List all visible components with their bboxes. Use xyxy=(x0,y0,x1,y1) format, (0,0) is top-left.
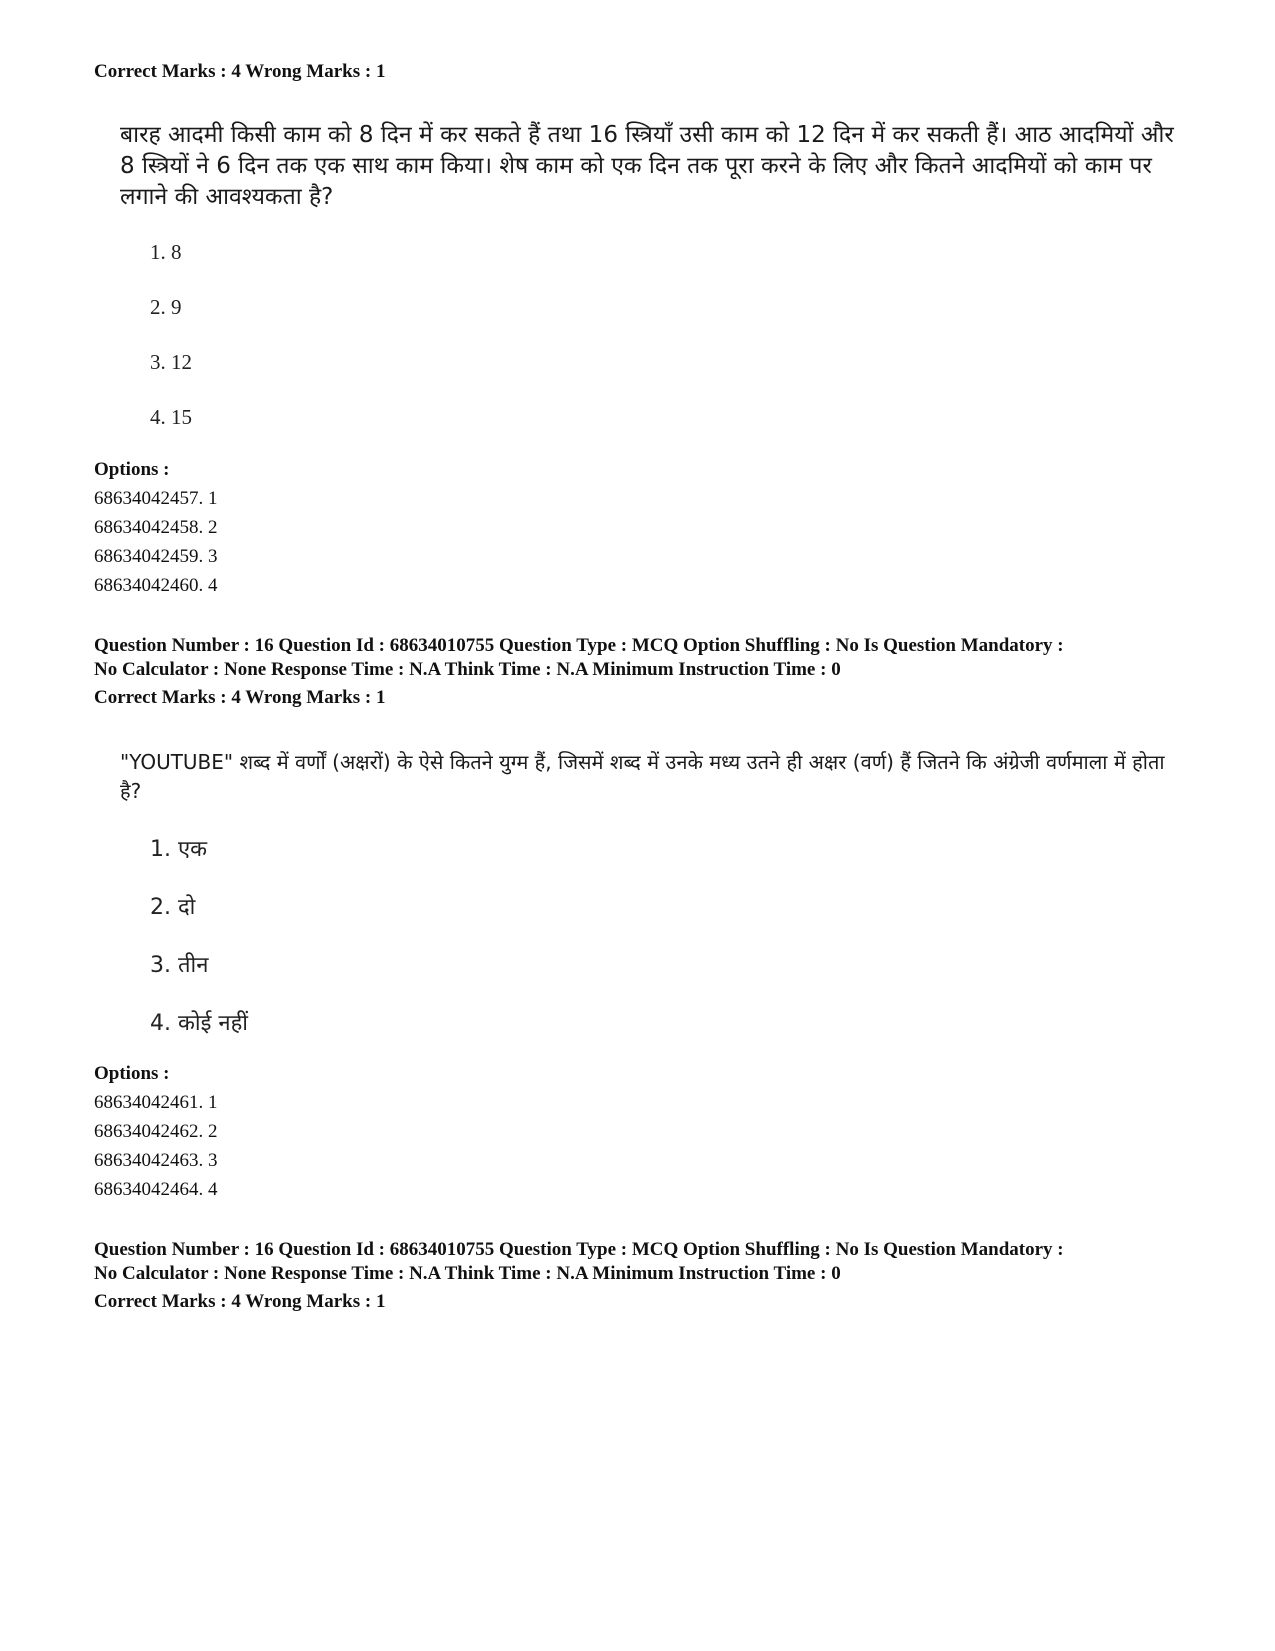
options-heading: Options : xyxy=(94,1063,170,1084)
option-id: 68634042463. 3 xyxy=(94,1150,218,1171)
option-id: 68634042460. 4 xyxy=(94,575,218,596)
question-header-line1: Question Number : 16 Question Id : 68634010755 Question Type : MCQ Option Shuffling : No Is Question Mandatory : xyxy=(94,1239,1064,1260)
answer-choice: 3. तीन xyxy=(150,953,209,978)
options-heading: Options : xyxy=(94,459,170,480)
option-id: 68634042461. 1 xyxy=(94,1092,218,1113)
answer-choice: 1. एक xyxy=(150,837,208,862)
option-id: 68634042457. 1 xyxy=(94,488,218,509)
question-text: बारह आदमी किसी काम को 8 दिन में कर सकते हैं तथा 16 स्त्रियाँ उसी काम को 12 दिन में कर सकती हैं। आठ आदमियों और 8 स्त्रियों ने 6 दिन तक एक साथ काम किया। शेष काम को एक दिन तक पूरा करने के लिए और कितने आदमियों को काम पर लगाने की आवश्यकता है? xyxy=(120,122,1174,210)
answer-choice: 3. 12 xyxy=(150,350,192,374)
option-id: 68634042458. 2 xyxy=(94,517,218,538)
answer-choice: 4. 15 xyxy=(150,405,192,429)
answer-choice: 4. कोई नहीं xyxy=(150,1011,248,1036)
answer-choice: 2. 9 xyxy=(150,295,182,319)
marks-line: Correct Marks : 4 Wrong Marks : 1 xyxy=(94,61,386,82)
option-id: 68634042459. 3 xyxy=(94,546,218,567)
marks-line: Correct Marks : 4 Wrong Marks : 1 xyxy=(94,1291,386,1312)
question-text: "YOUTUBE" शब्द में वर्णों (अक्षरों) के ऐसे कितने युग्म हैं, जिसमें शब्द में उनके मध्य उतने ही अक्षर (वर्ण) हैं जितने कि अंग्रेजी वर्णमाला में होता है? xyxy=(120,750,1165,803)
option-id: 68634042464. 4 xyxy=(94,1179,218,1200)
question-header-line2: No Calculator : None Response Time : N.A Think Time : N.A Minimum Instruction Time : 0 xyxy=(94,659,841,680)
question-header-line1: Question Number : 16 Question Id : 68634010755 Question Type : MCQ Option Shuffling : No Is Question Mandatory : xyxy=(94,635,1064,656)
marks-line: Correct Marks : 4 Wrong Marks : 1 xyxy=(94,687,386,708)
answer-choice: 2. दो xyxy=(150,895,196,920)
option-id: 68634042462. 2 xyxy=(94,1121,218,1142)
question-header-line2: No Calculator : None Response Time : N.A Think Time : N.A Minimum Instruction Time : 0 xyxy=(94,1263,841,1284)
answer-choice: 1. 8 xyxy=(150,240,182,264)
